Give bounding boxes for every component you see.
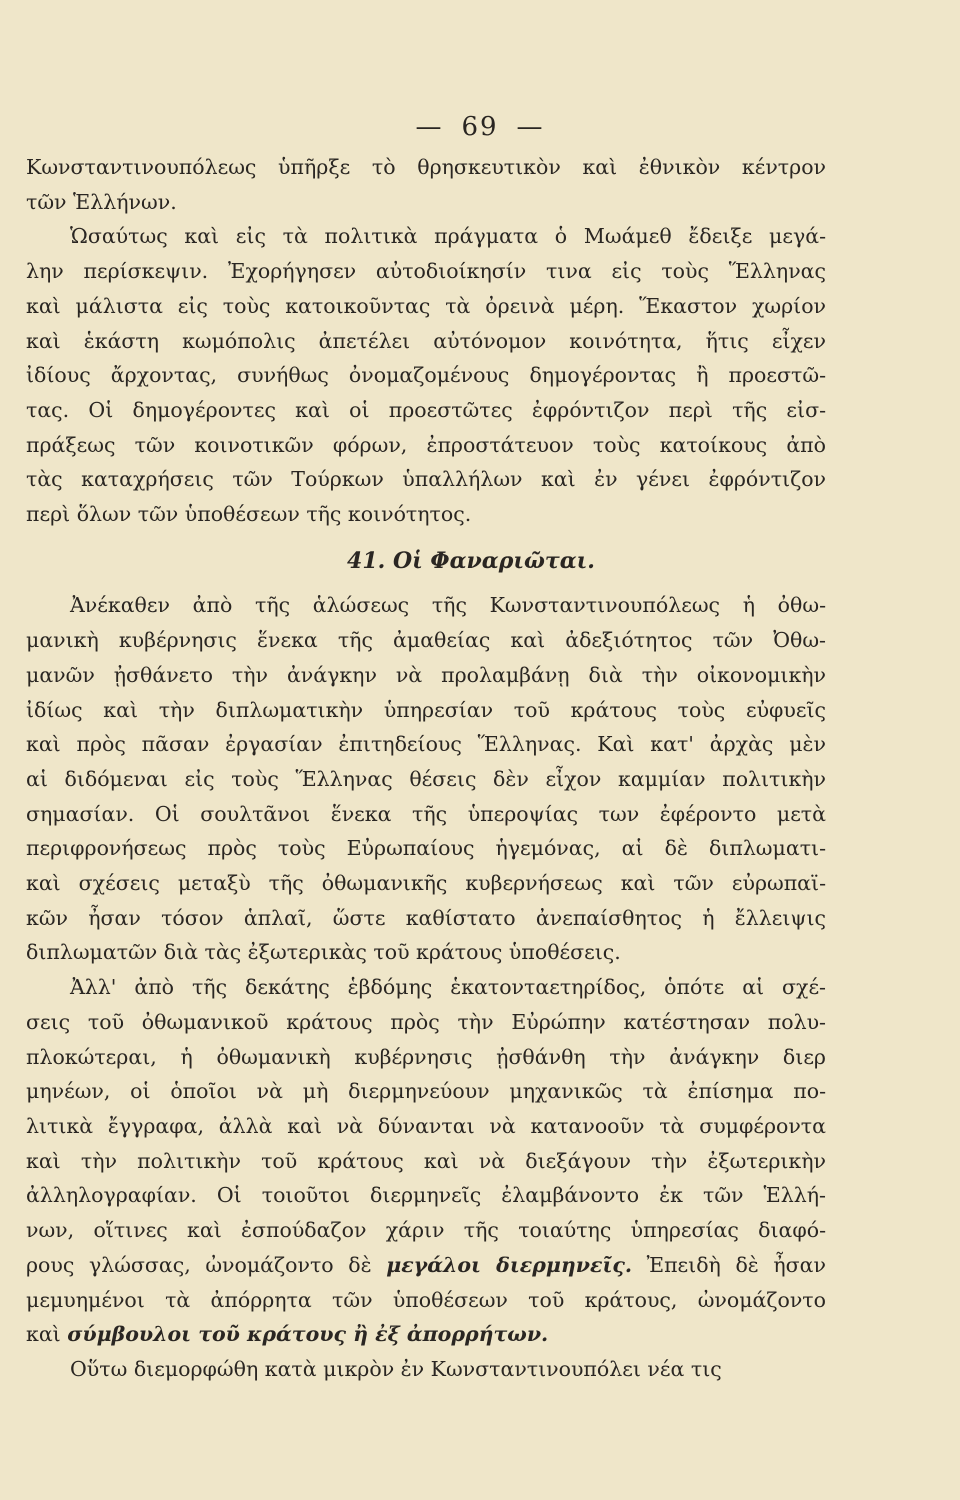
body-text: [26, 150, 826, 1387]
paragraph-3: [26, 588, 826, 970]
text-line: ἀλληλογραφίαν. Οἱ τοιοῦτοι διερμηνεῖς ἐλαμβάνοντο ἐκ τῶν Ἑλλή-: [26, 1183, 826, 1208]
text-line: [26, 1317, 826, 1352]
text-line: τῶν Ἑλλήνων.: [26, 189, 177, 214]
text-line: μηνέων, οἱ ὁποῖοι νὰ μὴ διερμηνεύουν μηχανικῶς τὰ ἐπίσημα πο-: [26, 1079, 826, 1104]
text-line: κῶν ἦσαν τόσον ἁπλαῖ, ὥστε καθίστατο ἀνεπαίσθητος ἡ ἔλλειψις: [26, 905, 826, 930]
page-number-dash-left: —: [415, 112, 444, 142]
text-line: καὶ τὴν πολιτικὴν τοῦ κράτους καὶ νὰ διεξάγουν τὴν ἐξωτερικὴν: [26, 1148, 826, 1173]
text-line: λιτικὰ ἔγγραφα, ἀλλὰ καὶ νὰ δύνανται νὰ κατανοοῦν τὰ συμφέροντα: [26, 1113, 826, 1138]
paragraph-1: [26, 150, 826, 219]
text-line: περὶ ὅλων τῶν ὑποθέσεων τῆς κοινότητος.: [26, 502, 472, 527]
text-line: διπλωματῶν διὰ τὰς ἐξωτερικὰς τοῦ κράτους ὑποθέσεις.: [26, 940, 621, 965]
page-number-value: 69: [461, 112, 499, 142]
paragraph-5: [26, 1352, 826, 1387]
text-line: [26, 1248, 826, 1283]
text-line: μανικὴ κυβέρνησις ἕνεκα τῆς ἀμαθείας καὶ ἀδεξιότητος τῶν Ὀθω-: [26, 628, 826, 653]
text-line: πλοκώτεραι, ἡ ὀθωμανικὴ κυβέρνησις ᾐσθάνθη τὴν ἀνάγκην διερ: [26, 1044, 826, 1069]
paragraph-2: [26, 219, 826, 531]
text-line: περιφρονήσεως πρὸς τοὺς Εὐρωπαίους ἡγεμόνας, αἱ δὲ διπλωματι-: [26, 836, 826, 861]
text-line: αἱ διδόμεναι εἰς τοὺς Ἕλληνας θέσεις δὲν εἶχον καμμίαν πολιτικὴν: [26, 766, 826, 791]
text-line: τὰς καταχρήσεις τῶν Τούρκων ὑπαλλήλων καὶ ἐν γένει ἐφρόντιζον: [26, 467, 826, 492]
text-line: νων, οἵτινες καὶ ἐσπούδαζον χάριν τῆς τοιαύτης ὑπηρεσίας διαφό-: [26, 1218, 826, 1243]
paragraph-4: [26, 970, 826, 1352]
text-line: σεις τοῦ ὀθωμανικοῦ κράτους πρὸς τὴν Εὐρώπην κατέστησαν πολυ-: [26, 1009, 826, 1034]
text-line: Ὡσαύτως καὶ εἰς τὰ πολιτικὰ πράγματα ὁ Μωάμεθ ἔδειξε μεγά-: [70, 224, 826, 249]
section-heading: 41. Οἱ Φαναριῶται.: [347, 547, 595, 574]
text-line: μανῶν ᾐσθάνετο τὴν ἀνάγκην νὰ προλαμβάνῃ διὰ τὴν οἰκονομικὴν: [26, 662, 826, 687]
text-line: μεμυημένοι τὰ ἀπόρρητα τῶν ὑποθέσεων τοῦ κράτους, ὠνομάζοντο: [26, 1287, 826, 1312]
text-line: σημασίαν. Οἱ σουλτᾶνοι ἕνεκα τῆς ὑπεροψίας των ἐφέροντο μετὰ: [26, 801, 826, 826]
text-line: Οὕτω διεμορφώθη κατὰ μικρὸν ἐν Κωνσταντινουπόλει νέα τις: [70, 1356, 722, 1381]
text-line: πράξεως τῶν κοινοτικῶν φόρων, ἐπροστάτευον τοὺς κατοίκους ἀπὸ: [26, 432, 826, 457]
emphasis-term: μεγάλοι διερμηνεῖς.: [386, 1252, 632, 1277]
text-line: ἰδίως καὶ τὴν διπλωματικὴν ὑπηρεσίαν τοῦ κράτους τοὺς εὐφυεῖς: [26, 697, 826, 722]
text-run: καὶ: [26, 1322, 61, 1347]
text-line: λην περίσκεψιν. Ἐχορήγησεν αὐτοδιοίκησίν τινα εἰς τοὺς Ἕλληνας: [26, 259, 826, 284]
emphasis-term: σύμβουλοι τοῦ κράτους ἢ ἐξ ἀπορρήτων.: [67, 1322, 549, 1347]
text-line: καὶ ἑκάστη κωμόπολις ἀπετέλει αὐτόνομον κοινότητα, ἥτις εἶχεν: [26, 328, 826, 353]
text-run: ρους γλώσσας, ὠνομάζοντο δὲ: [26, 1252, 372, 1277]
text-line: Ἀλλ' ἀπὸ τῆς δεκάτης ἑβδόμης ἑκατονταετηρίδος, ὁπότε αἱ σχέ-: [70, 975, 826, 1000]
text-line: καὶ μάλιστα εἰς τοὺς κατοικοῦντας τὰ ὀρεινὰ μέρη. Ἕκαστον χωρίον: [26, 293, 826, 318]
page-number: [0, 112, 960, 142]
text-line: Ἀνέκαθεν ἀπὸ τῆς ἁλώσεως τῆς Κωνσταντινουπόλεως ἡ ὀθω-: [70, 593, 826, 618]
page-number-dash-right: —: [516, 112, 545, 142]
text-line: Κωνσταντινουπόλεως ὑπῆρξε τὸ θρησκευτικὸν καὶ ἐθνικὸν κέντρον: [26, 155, 826, 179]
text-line: καὶ πρὸς πᾶσαν ἐργασίαν ἐπιτηδείους Ἕλληνας. Καὶ κατ' ἀρχὰς μὲν: [26, 732, 826, 757]
text-line: ἰδίους ἄρχοντας, συνήθως ὀνομαζομένους δημογέροντας ἢ προεστῶ-: [26, 363, 826, 388]
text-line: τας. Οἱ δημογέροντες καὶ οἱ προεστῶτες ἐφρόντιζον περὶ τῆς εἰσ-: [26, 397, 826, 422]
text-run: Ἐπειδὴ δὲ ἦσαν: [646, 1252, 826, 1277]
text-line: καὶ σχέσεις μεταξὺ τῆς ὀθωμανικῆς κυβερνήσεως καὶ τῶν εὐρωπαϊ-: [26, 871, 826, 896]
